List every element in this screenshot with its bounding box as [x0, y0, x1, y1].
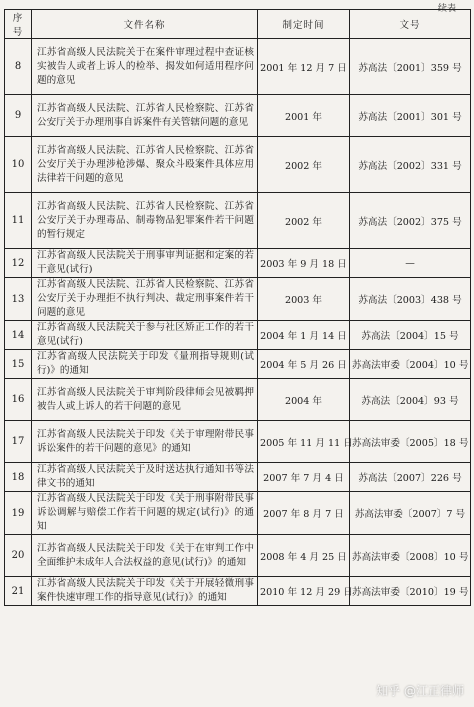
row-docno: 苏高法〔2003〕438 号 — [350, 278, 471, 321]
row-date: 2007 年 8 月 7 日 — [258, 492, 350, 535]
row-title: 江苏省高级人民法院关于印发《关于审理附带民事诉讼案件的若干问题的意见》的通知 — [32, 421, 258, 463]
row-docno: 苏高法〔2001〕359 号 — [350, 39, 471, 95]
row-date: 2008 年 4 月 25 日 — [258, 535, 350, 577]
row-docno: 苏高法〔2001〕301 号 — [350, 95, 471, 137]
row-num: 8 — [5, 39, 32, 95]
table-row — [5, 249, 471, 278]
header-title: 文件名称 — [32, 10, 258, 39]
row-docno: 苏高法审委〔2005〕18 号 — [350, 421, 471, 463]
row-title: 江苏省高级人民法院关于在案件审理过程中查证核实被告人或者上诉人的检举、揭发如何适用程序问题的意见 — [32, 39, 258, 95]
row-title: 江苏省高级人民法院关于印发《关于开展轻微刑事案件快速审理工作的指导意见(试行)》的通知 — [32, 577, 258, 606]
row-num: 15 — [5, 350, 32, 379]
row-docno: 苏高法审委〔2010〕19 号 — [350, 577, 471, 606]
row-title: 江苏省高级人民法院关于及时送达执行通知书等法律文书的通知 — [32, 463, 258, 492]
row-title: 江苏省高级人民法院关于参与社区矫正工作的若干意见(试行) — [32, 321, 258, 350]
row-docno: — — [350, 249, 471, 278]
table-row — [5, 321, 471, 350]
row-title: 江苏省高级人民法院、江苏省人民检察院、江苏省公安厅关于办理拒不执行判决、裁定刑事案件若干问题的意见 — [32, 278, 258, 321]
row-title: 江苏省高级人民法院关于刑事审判证据和定案的若干意见(试行) — [32, 249, 258, 278]
row-docno: 苏高法审委〔2007〕7 号 — [350, 492, 471, 535]
table-row — [5, 492, 471, 535]
continued-label: 续表 — [437, 4, 456, 14]
table-row — [5, 463, 471, 492]
row-docno: 苏高法〔2004〕15 号 — [350, 321, 471, 350]
watermark-text: 知乎 @江正律师 — [376, 684, 464, 698]
row-title: 江苏省高级人民法院、江苏省人民检察院、江苏省公安厅关于办理刑事自诉案件有关管辖问题的意见 — [32, 95, 258, 137]
row-date: 2004 年 5 月 26 日 — [258, 350, 350, 379]
row-docno: 苏高法〔2007〕226 号 — [350, 463, 471, 492]
row-title: 江苏省高级人民法院关于印发《关于在审判工作中全面维护未成年人合法权益的意见(试行)》的通知 — [32, 535, 258, 577]
row-num: 19 — [5, 492, 32, 535]
watermark — [376, 682, 464, 699]
header-date: 制定时间 — [258, 10, 350, 39]
row-num: 9 — [5, 95, 32, 137]
table-row — [5, 39, 471, 95]
row-date: 2010 年 12 月 29 日 — [258, 577, 350, 606]
row-date: 2002 年 — [258, 193, 350, 249]
table-row — [5, 421, 471, 463]
row-num: 21 — [5, 577, 32, 606]
table-row — [5, 193, 471, 249]
row-date: 2005 年 11 月 11 日 — [258, 421, 350, 463]
table-row — [5, 577, 471, 606]
row-date: 2003 年 9 月 18 日 — [258, 249, 350, 278]
row-num: 16 — [5, 379, 32, 421]
row-title: 江苏省高级人民法院关于印发《关于刑事附带民事诉讼调解与赔偿工作若干问题的规定(试行)》的通知 — [32, 492, 258, 535]
header-num: 序号 — [5, 10, 32, 39]
row-docno: 苏高法审委〔2004〕10 号 — [350, 350, 471, 379]
table-row — [5, 95, 471, 137]
row-num: 18 — [5, 463, 32, 492]
row-num: 13 — [5, 278, 32, 321]
row-title: 江苏省高级人民法院关于审判阶段律师会见被羁押被告人或上诉人的若干问题的意见 — [32, 379, 258, 421]
row-date: 2004 年 1 月 14 日 — [258, 321, 350, 350]
table-row — [5, 278, 471, 321]
table-row — [5, 350, 471, 379]
row-num: 17 — [5, 421, 32, 463]
row-date: 2002 年 — [258, 137, 350, 193]
regulations-table — [4, 9, 471, 606]
row-title: 江苏省高级人民法院、江苏省人民检察院、江苏省公安厅关于办理毒品、制毒物品犯罪案件若干问题的暂行规定 — [32, 193, 258, 249]
row-date: 2001 年 12 月 7 日 — [258, 39, 350, 95]
row-title: 江苏省高级人民法院关于印发《量刑指导规则(试行)》的通知 — [32, 350, 258, 379]
table-row — [5, 535, 471, 577]
header-docno: 文号 — [350, 10, 471, 39]
row-docno: 苏高法〔2002〕375 号 — [350, 193, 471, 249]
row-num: 20 — [5, 535, 32, 577]
row-num: 10 — [5, 137, 32, 193]
table-row — [5, 137, 471, 193]
table-header-row — [5, 10, 471, 39]
row-docno: 苏高法〔2004〕93 号 — [350, 379, 471, 421]
row-docno: 苏高法审委〔2008〕10 号 — [350, 535, 471, 577]
row-docno: 苏高法〔2002〕331 号 — [350, 137, 471, 193]
row-num: 14 — [5, 321, 32, 350]
row-title: 江苏省高级人民法院、江苏省人民检察院、江苏省公安厅关于办理涉枪涉爆、聚众斗殴案件具体应用法律若干问题的意见 — [32, 137, 258, 193]
row-date: 2004 年 — [258, 379, 350, 421]
row-num: 11 — [5, 193, 32, 249]
row-num: 12 — [5, 249, 32, 278]
row-date: 2003 年 — [258, 278, 350, 321]
row-date: 2001 年 — [258, 95, 350, 137]
row-date: 2007 年 7 月 4 日 — [258, 463, 350, 492]
table-row — [5, 379, 471, 421]
